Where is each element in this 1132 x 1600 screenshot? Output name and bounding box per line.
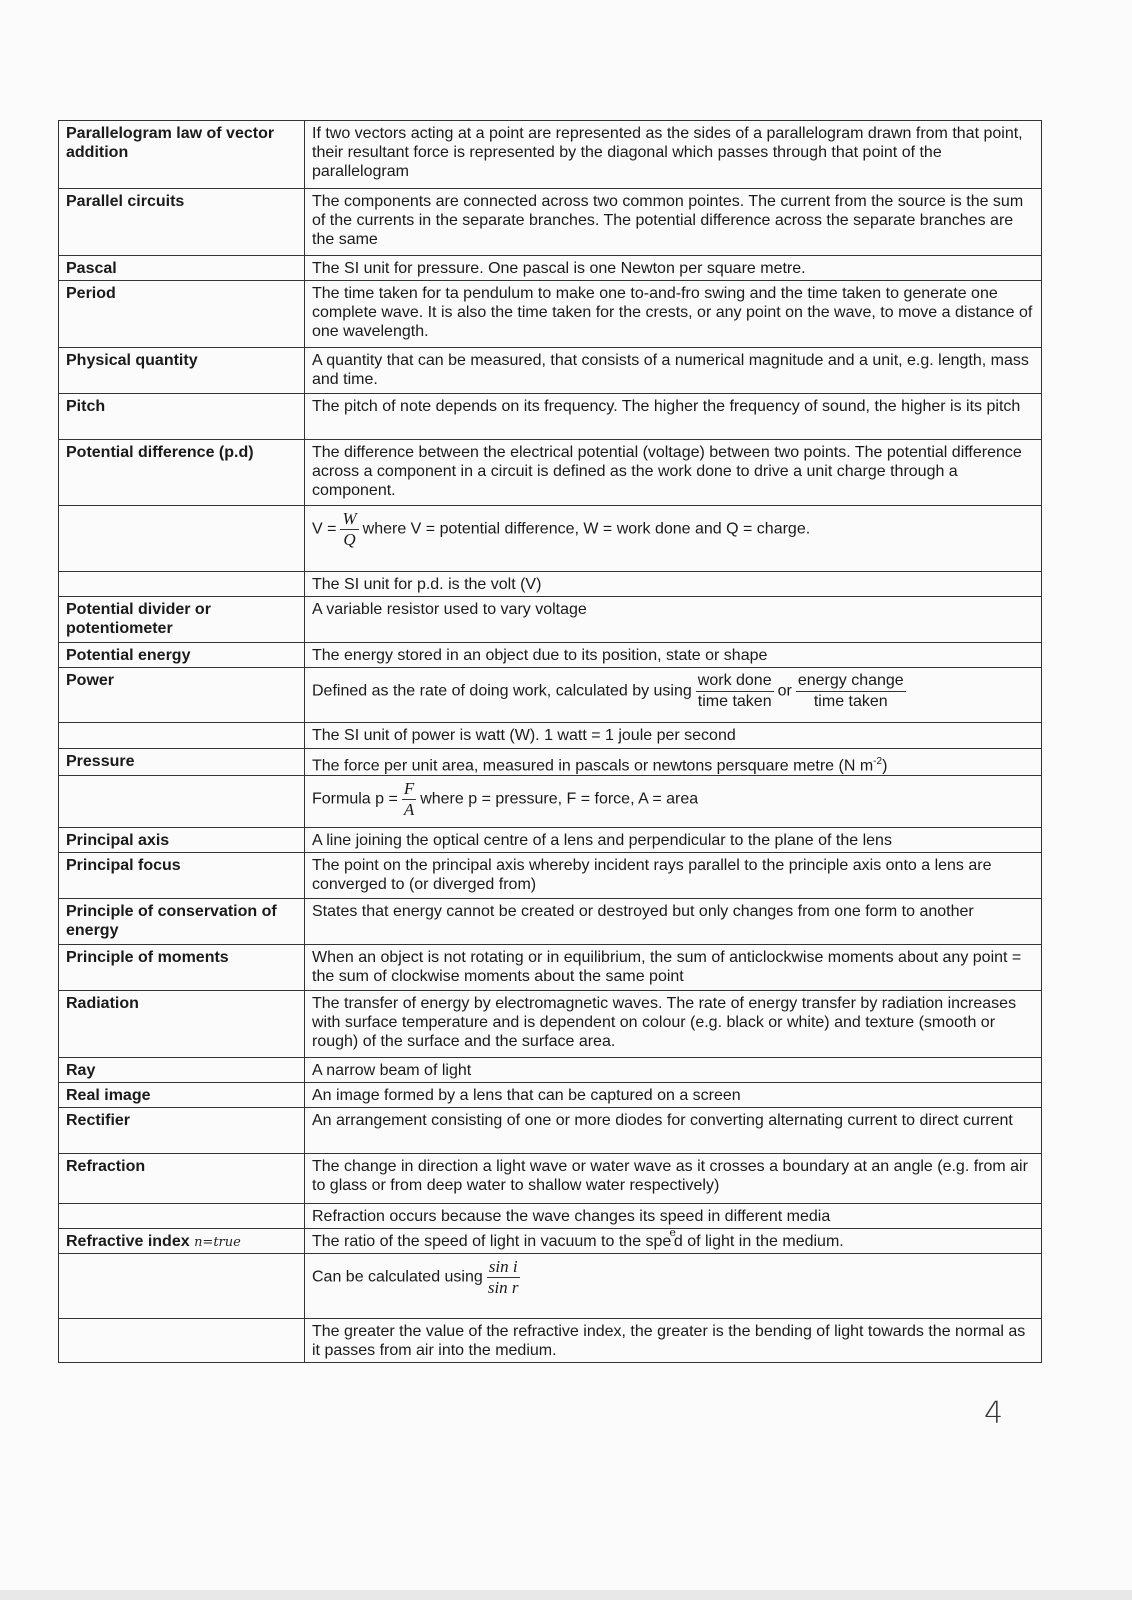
text-segment: The SI unit for pressure. One pascal is one Newton per square metre. (312, 260, 806, 277)
text-segment: The greater the value of the refractive index, the greater is the bending of light towards the normal as it passes from air into the medium. (312, 1323, 1026, 1360)
table-row (59, 899, 1042, 945)
fraction-denominator: A (403, 800, 415, 820)
scan-edge (0, 1590, 1132, 1600)
fraction-numerator: F (403, 779, 415, 799)
definition-cell (305, 440, 1042, 506)
table-row (59, 440, 1042, 506)
text-segment: States that energy cannot be created or destroyed but only changes from one form to another (312, 903, 974, 921)
text-segment: Parallel circuits (66, 193, 185, 210)
fraction-denominator: time taken (813, 693, 888, 710)
table-row (59, 991, 1042, 1058)
table-row (59, 1083, 1042, 1108)
table-row (59, 1154, 1042, 1204)
definition-cell (305, 506, 1042, 572)
definition-cell (305, 1319, 1042, 1363)
text-segment: Physical quantity (66, 352, 198, 369)
definition-cell (305, 828, 1042, 853)
fraction-denominator: sin r (487, 1278, 519, 1298)
fraction (696, 671, 774, 712)
term-cell (59, 1108, 305, 1154)
fraction-numerator: sin i (488, 1257, 518, 1277)
text-segment: Ray (66, 1062, 96, 1080)
table-row (59, 572, 1042, 597)
table-row (59, 121, 1042, 189)
definition-cell (305, 853, 1042, 899)
term-cell (59, 506, 305, 572)
text-segment: Can be calculated using (312, 1269, 483, 1287)
text-segment: Period (66, 285, 116, 302)
text-segment: A narrow beam of light (312, 1062, 472, 1080)
table-row (59, 189, 1042, 256)
fraction-denominator: time taken (697, 693, 772, 710)
definition-cell (305, 1083, 1042, 1108)
definition-cell (305, 991, 1042, 1058)
table-row (59, 776, 1042, 828)
table-row (59, 1058, 1042, 1083)
term-cell (59, 256, 305, 281)
text-segment: Potential difference (p.d) (66, 444, 254, 461)
definition-cell (305, 572, 1042, 597)
text-segment: The difference between the electrical potential (voltage) between two points. The potential difference across a component in a circuit is defined as the work done to drive a unit charge through a component. (312, 444, 1022, 499)
definition-cell (305, 776, 1042, 828)
table-row (59, 668, 1042, 723)
definition-cell (305, 1058, 1042, 1083)
term-cell (59, 749, 305, 776)
term-cell (59, 440, 305, 506)
term-cell (59, 723, 305, 749)
glossary-table (58, 120, 1042, 1363)
fraction (340, 509, 358, 550)
table-row (59, 749, 1042, 776)
term-cell (59, 572, 305, 597)
text-segment: Refraction occurs because the wave changes its speed in different media (312, 1208, 831, 1226)
text-segment: The components are connected across two common pointes. The current from the source is the sum of the currents in the separate branches. The potential difference across the separate branches are the same (312, 193, 1024, 248)
text-segment: Potential divider or potentiometer (66, 601, 211, 637)
term-cell (59, 394, 305, 440)
text-segment: d of light in the medium. (673, 1233, 844, 1251)
text-segment: The energy stored in an object due to its position, state or shape (312, 647, 768, 664)
text-segment: A line joining the optical centre of a lens and perpendicular to the plane of the lens (312, 832, 892, 850)
table-row (59, 597, 1042, 643)
text-segment: Parallelogram law of vector addition (66, 125, 275, 161)
handwritten-correction: e (669, 1228, 676, 1240)
table-row (59, 945, 1042, 991)
definition-cell (305, 189, 1042, 256)
superscript: -2 (873, 756, 883, 767)
table-row (59, 828, 1042, 853)
table-row (59, 723, 1042, 749)
text-segment: where V = potential difference, W = work done and Q = charge. (362, 520, 811, 538)
definition-cell (305, 1204, 1042, 1229)
text-segment: An image formed by a lens that can be captured on a screen (312, 1087, 741, 1105)
fraction-numerator: energy change (796, 671, 906, 692)
fraction (796, 671, 906, 712)
definition-cell (305, 281, 1042, 348)
table-row (59, 394, 1042, 440)
text-segment: The time taken for ta pendulum to make one to-and-fro swing and the time taken to generate one complete wave. It is also the time taken for the crests, or any point on the wave, to move a distance of one wavelength. (312, 285, 1033, 340)
text-segment: Principal focus (66, 857, 181, 875)
term-cell (59, 1229, 305, 1254)
text-segment: If two vectors acting at a point are represented as the sides of a parallelogram drawn from that point, their resultant force is represented by the diagonal which passes through that point of the parallelogram (312, 125, 1023, 180)
definition-cell (305, 348, 1042, 394)
definition-cell (305, 1254, 1042, 1319)
term-cell (59, 1204, 305, 1229)
fraction (487, 1257, 520, 1298)
term-cell (59, 668, 305, 723)
definition-cell (305, 1154, 1042, 1204)
term-cell (59, 1254, 305, 1319)
table-row (59, 1204, 1042, 1229)
table-row (59, 643, 1042, 668)
term-cell (59, 1058, 305, 1083)
text-segment: Radiation (66, 995, 139, 1013)
definition-cell (305, 1229, 1042, 1254)
text-segment: The ratio of the speed of light in vacuum to the spe (312, 1233, 672, 1251)
definition-cell (305, 668, 1042, 723)
term-cell (59, 991, 305, 1058)
table-row (59, 506, 1042, 572)
fraction (402, 779, 416, 820)
text-segment: Defined as the rate of doing work, calculated by using (312, 682, 692, 700)
fraction-numerator: work done (696, 671, 774, 692)
text-segment: Power (66, 672, 115, 689)
definition-cell (305, 394, 1042, 440)
text-segment: The SI unit for p.d. is the volt (V) (312, 576, 542, 593)
text-segment: The force per unit area, measured in pascals or newtons persquare metre (N m (312, 757, 874, 775)
text-segment: The change in direction a light wave or water wave as it crosses a boundary at an angle (e.g. from air to glass or from deep water to shallow water respectively) (312, 1158, 1028, 1195)
definition-cell (305, 723, 1042, 749)
text-segment: V = (312, 520, 337, 538)
term-cell (59, 776, 305, 828)
text-segment: Principal axis (66, 832, 170, 850)
table-row (59, 853, 1042, 899)
term-cell (59, 189, 305, 256)
text-segment: where p = pressure, F = force, A = area (420, 791, 699, 809)
text-segment: Refractive index (66, 1233, 195, 1251)
term-cell (59, 1083, 305, 1108)
text-segment: Pascal (66, 260, 117, 277)
term-cell (59, 899, 305, 945)
term-cell (59, 828, 305, 853)
text-segment: Principle of conservation of energy (66, 903, 277, 940)
term-cell (59, 1154, 305, 1204)
definition-cell (305, 1108, 1042, 1154)
term-cell (59, 348, 305, 394)
text-segment: A quantity that can be measured, that consists of a numerical magnitude and a unit, e.g. length, mass and time. (312, 352, 1029, 388)
handwritten-note: n= (194, 1235, 214, 1251)
text-segment: The transfer of energy by electromagnetic waves. The rate of energy transfer by radiation increases with surface temperature and is dependent on colour (e.g. black or white) and texture (smooth or rough) of the surface and the surface area. (312, 995, 1017, 1051)
definition-cell (305, 899, 1042, 945)
definition-cell (305, 121, 1042, 189)
handwritten-note: true (213, 1235, 241, 1251)
text-segment: Pitch (66, 398, 106, 415)
table-row (59, 1319, 1042, 1363)
term-cell (59, 643, 305, 668)
table-row (59, 256, 1042, 281)
table-row (59, 1229, 1042, 1254)
term-cell (59, 1319, 305, 1363)
definition-cell (305, 643, 1042, 668)
text-segment: or (777, 682, 792, 700)
text-segment: Real image (66, 1087, 151, 1105)
text-segment: Rectifier (66, 1112, 131, 1130)
term-cell (59, 853, 305, 899)
term-cell (59, 121, 305, 189)
text-segment: Principle of moments (66, 949, 229, 967)
fraction-numerator: W (342, 509, 357, 528)
text-segment: The point on the principal axis whereby incident rays parallel to the principle axis onto a lens are converged to (or diverged from) (312, 857, 992, 894)
table-row (59, 1254, 1042, 1319)
definition-cell (305, 945, 1042, 991)
text-segment: Refraction (66, 1158, 146, 1176)
term-cell (59, 597, 305, 643)
text-segment: A variable resistor used to vary voltage (312, 601, 587, 618)
text-segment: When an object is not rotating or in equilibrium, the sum of anticlockwise moments about any point = the sum of clockwise moments about the same point (312, 949, 1022, 986)
fraction-denominator: Q (343, 530, 356, 549)
definition-cell (305, 256, 1042, 281)
term-cell (59, 281, 305, 348)
text-segment: The SI unit of power is watt (W). 1 watt = 1 joule per second (312, 727, 736, 744)
text-segment: Pressure (66, 753, 135, 770)
text-segment: The pitch of note depends on its frequency. The higher the frequency of sound, the higher is its pitch (312, 398, 1021, 415)
table-row (59, 281, 1042, 348)
definition-cell (305, 597, 1042, 643)
text-segment: ) (882, 757, 888, 775)
text-segment: Formula p = (312, 791, 398, 809)
table-row (59, 1108, 1042, 1154)
text-segment: An arrangement consisting of one or more diodes for converting alternating current to direct current (312, 1112, 1013, 1130)
table-row (59, 348, 1042, 394)
term-cell (59, 945, 305, 991)
definition-cell (305, 749, 1042, 776)
page-number: 4 (984, 1396, 1004, 1431)
text-segment: Potential energy (66, 647, 191, 664)
